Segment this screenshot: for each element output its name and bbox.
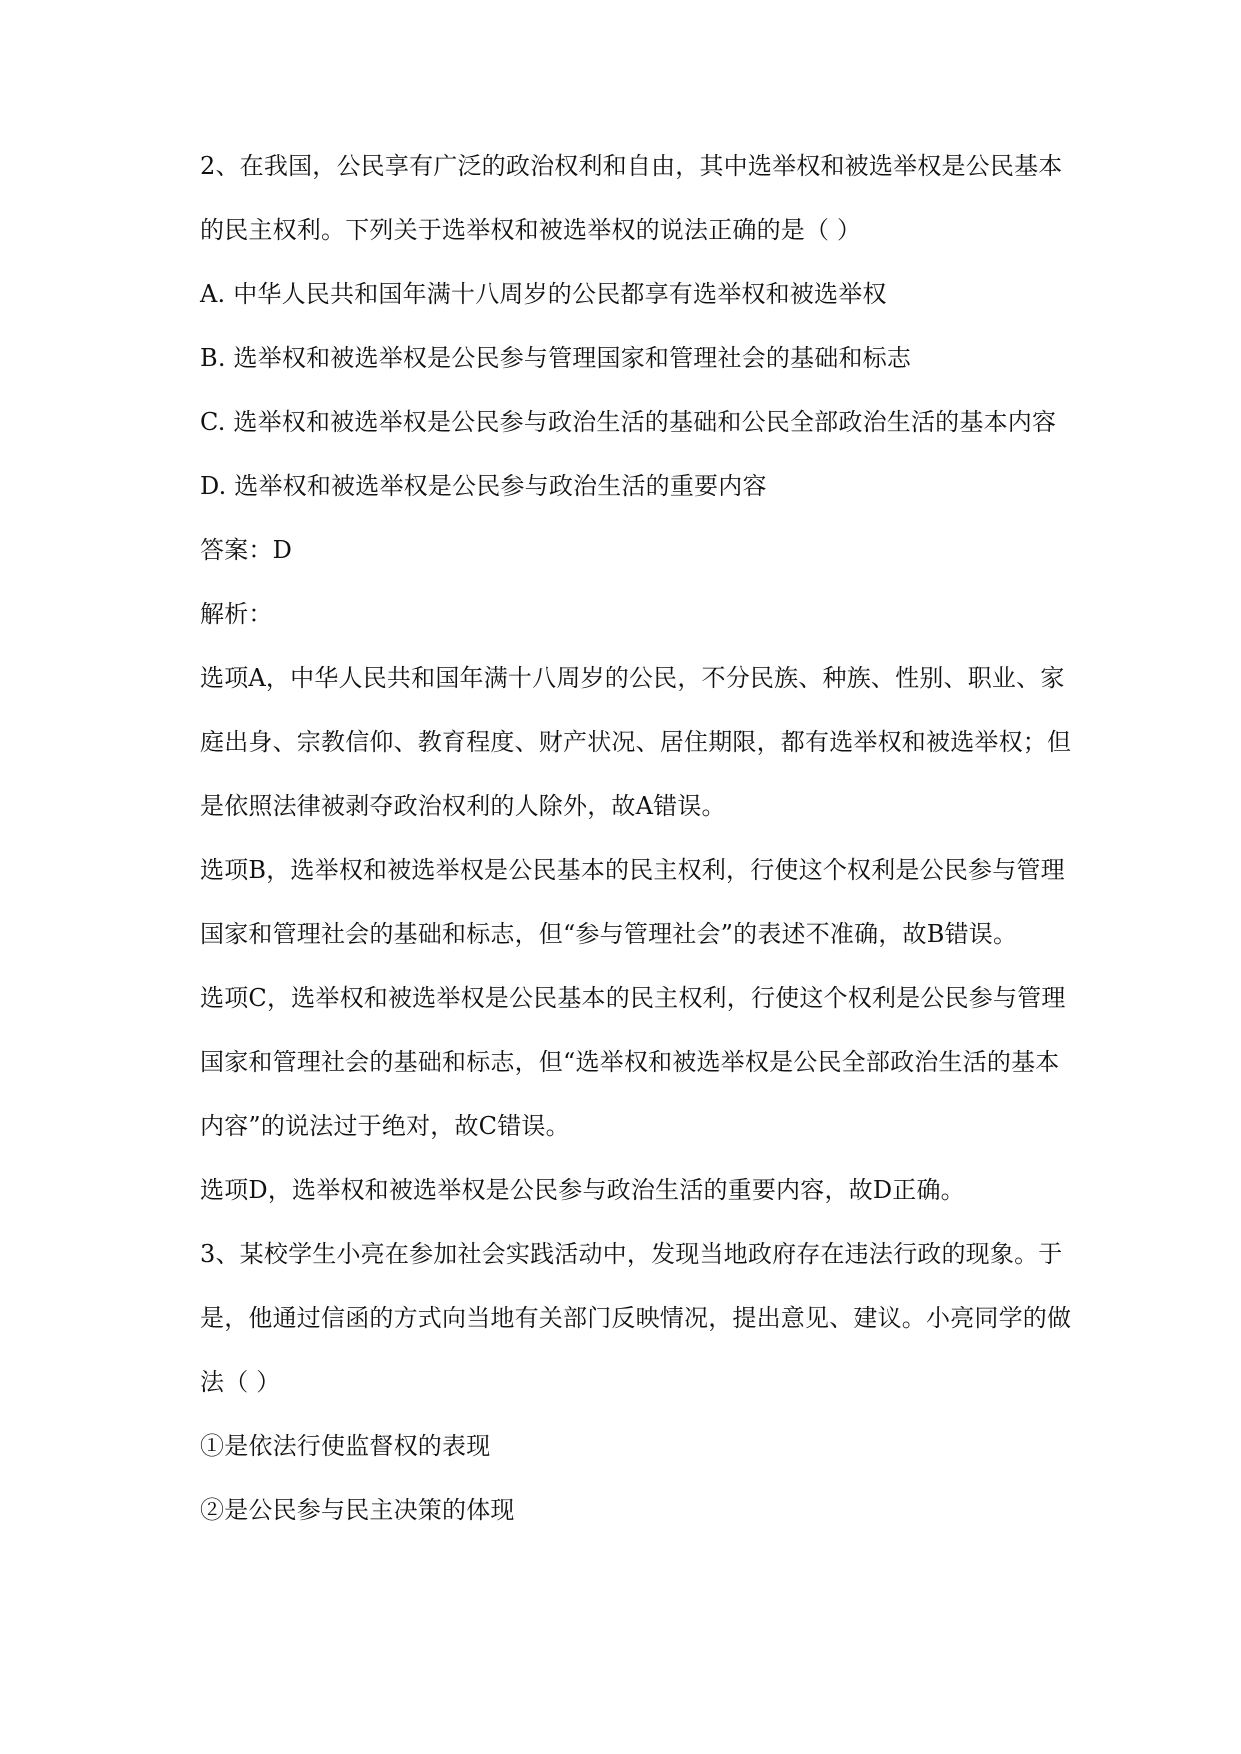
- q2-option-a: A. 中华人民共和国年满十八周岁的公民都享有选举权和被选举权: [200, 280, 887, 308]
- q2-analysis-c-line-1: 选项C，选举权和被选举权是公民基本的民主权利，行使这个权利是公民参与管理: [200, 984, 1066, 1012]
- q2-analysis-a-line-1: 选项A，中华人民共和国年满十八周岁的公民，不分民族、种族、性别、职业、家: [200, 664, 1065, 692]
- q2-stem-line-2: 的民主权利。下列关于选举权和被选举权的说法正确的是（ ）: [200, 216, 862, 244]
- q2-option-d: D. 选举权和被选举权是公民参与政治生活的重要内容: [200, 472, 767, 500]
- q2-answer: 答案：D: [200, 536, 293, 564]
- q2-analysis-d: 选项D，选举权和被选举权是公民参与政治生活的重要内容，故D正确。: [200, 1176, 965, 1204]
- q2-analysis-b-line-2: 国家和管理社会的基础和标志，但“参与管理社会”的表述不准确，故B错误。: [200, 920, 1018, 948]
- q3-item-1: ①是依法行使监督权的表现: [200, 1432, 491, 1460]
- q3-stem-line-3: 法（ ）: [200, 1368, 281, 1396]
- q2-analysis-label: 解析：: [200, 600, 273, 628]
- q3-stem-line-1: 3、某校学生小亮在参加社会实践活动中，发现当地政府存在违法行政的现象。于: [200, 1240, 1063, 1268]
- q3-stem-line-2: 是，他通过信函的方式向当地有关部门反映情况，提出意见、建议。小亮同学的做: [200, 1304, 1072, 1332]
- q3-item-2: ②是公民参与民主决策的体现: [200, 1496, 515, 1524]
- q2-option-c: C. 选举权和被选举权是公民参与政治生活的基础和公民全部政治生活的基本内容: [200, 408, 1057, 436]
- q2-option-b: B. 选举权和被选举权是公民参与管理国家和管理社会的基础和标志: [200, 344, 912, 372]
- q2-analysis-c-line-3: 内容”的说法过于绝对，故C错误。: [200, 1112, 570, 1140]
- q2-stem-line-1: 2、在我国，公民享有广泛的政治权利和自由，其中选举权和被选举权是公民基本: [200, 152, 1063, 180]
- q2-analysis-c-line-2: 国家和管理社会的基础和标志，但“选举权和被选举权是公民全部政治生活的基本: [200, 1048, 1060, 1076]
- q2-analysis-a-line-3: 是依照法律被剥夺政治权利的人除外，故A错误。: [200, 792, 726, 820]
- q2-analysis-b-line-1: 选项B，选举权和被选举权是公民基本的民主权利，行使这个权利是公民参与管理: [200, 856, 1065, 884]
- q2-analysis-a-line-2: 庭出身、宗教信仰、教育程度、财产状况、居住期限，都有选举权和被选举权；但: [200, 728, 1072, 756]
